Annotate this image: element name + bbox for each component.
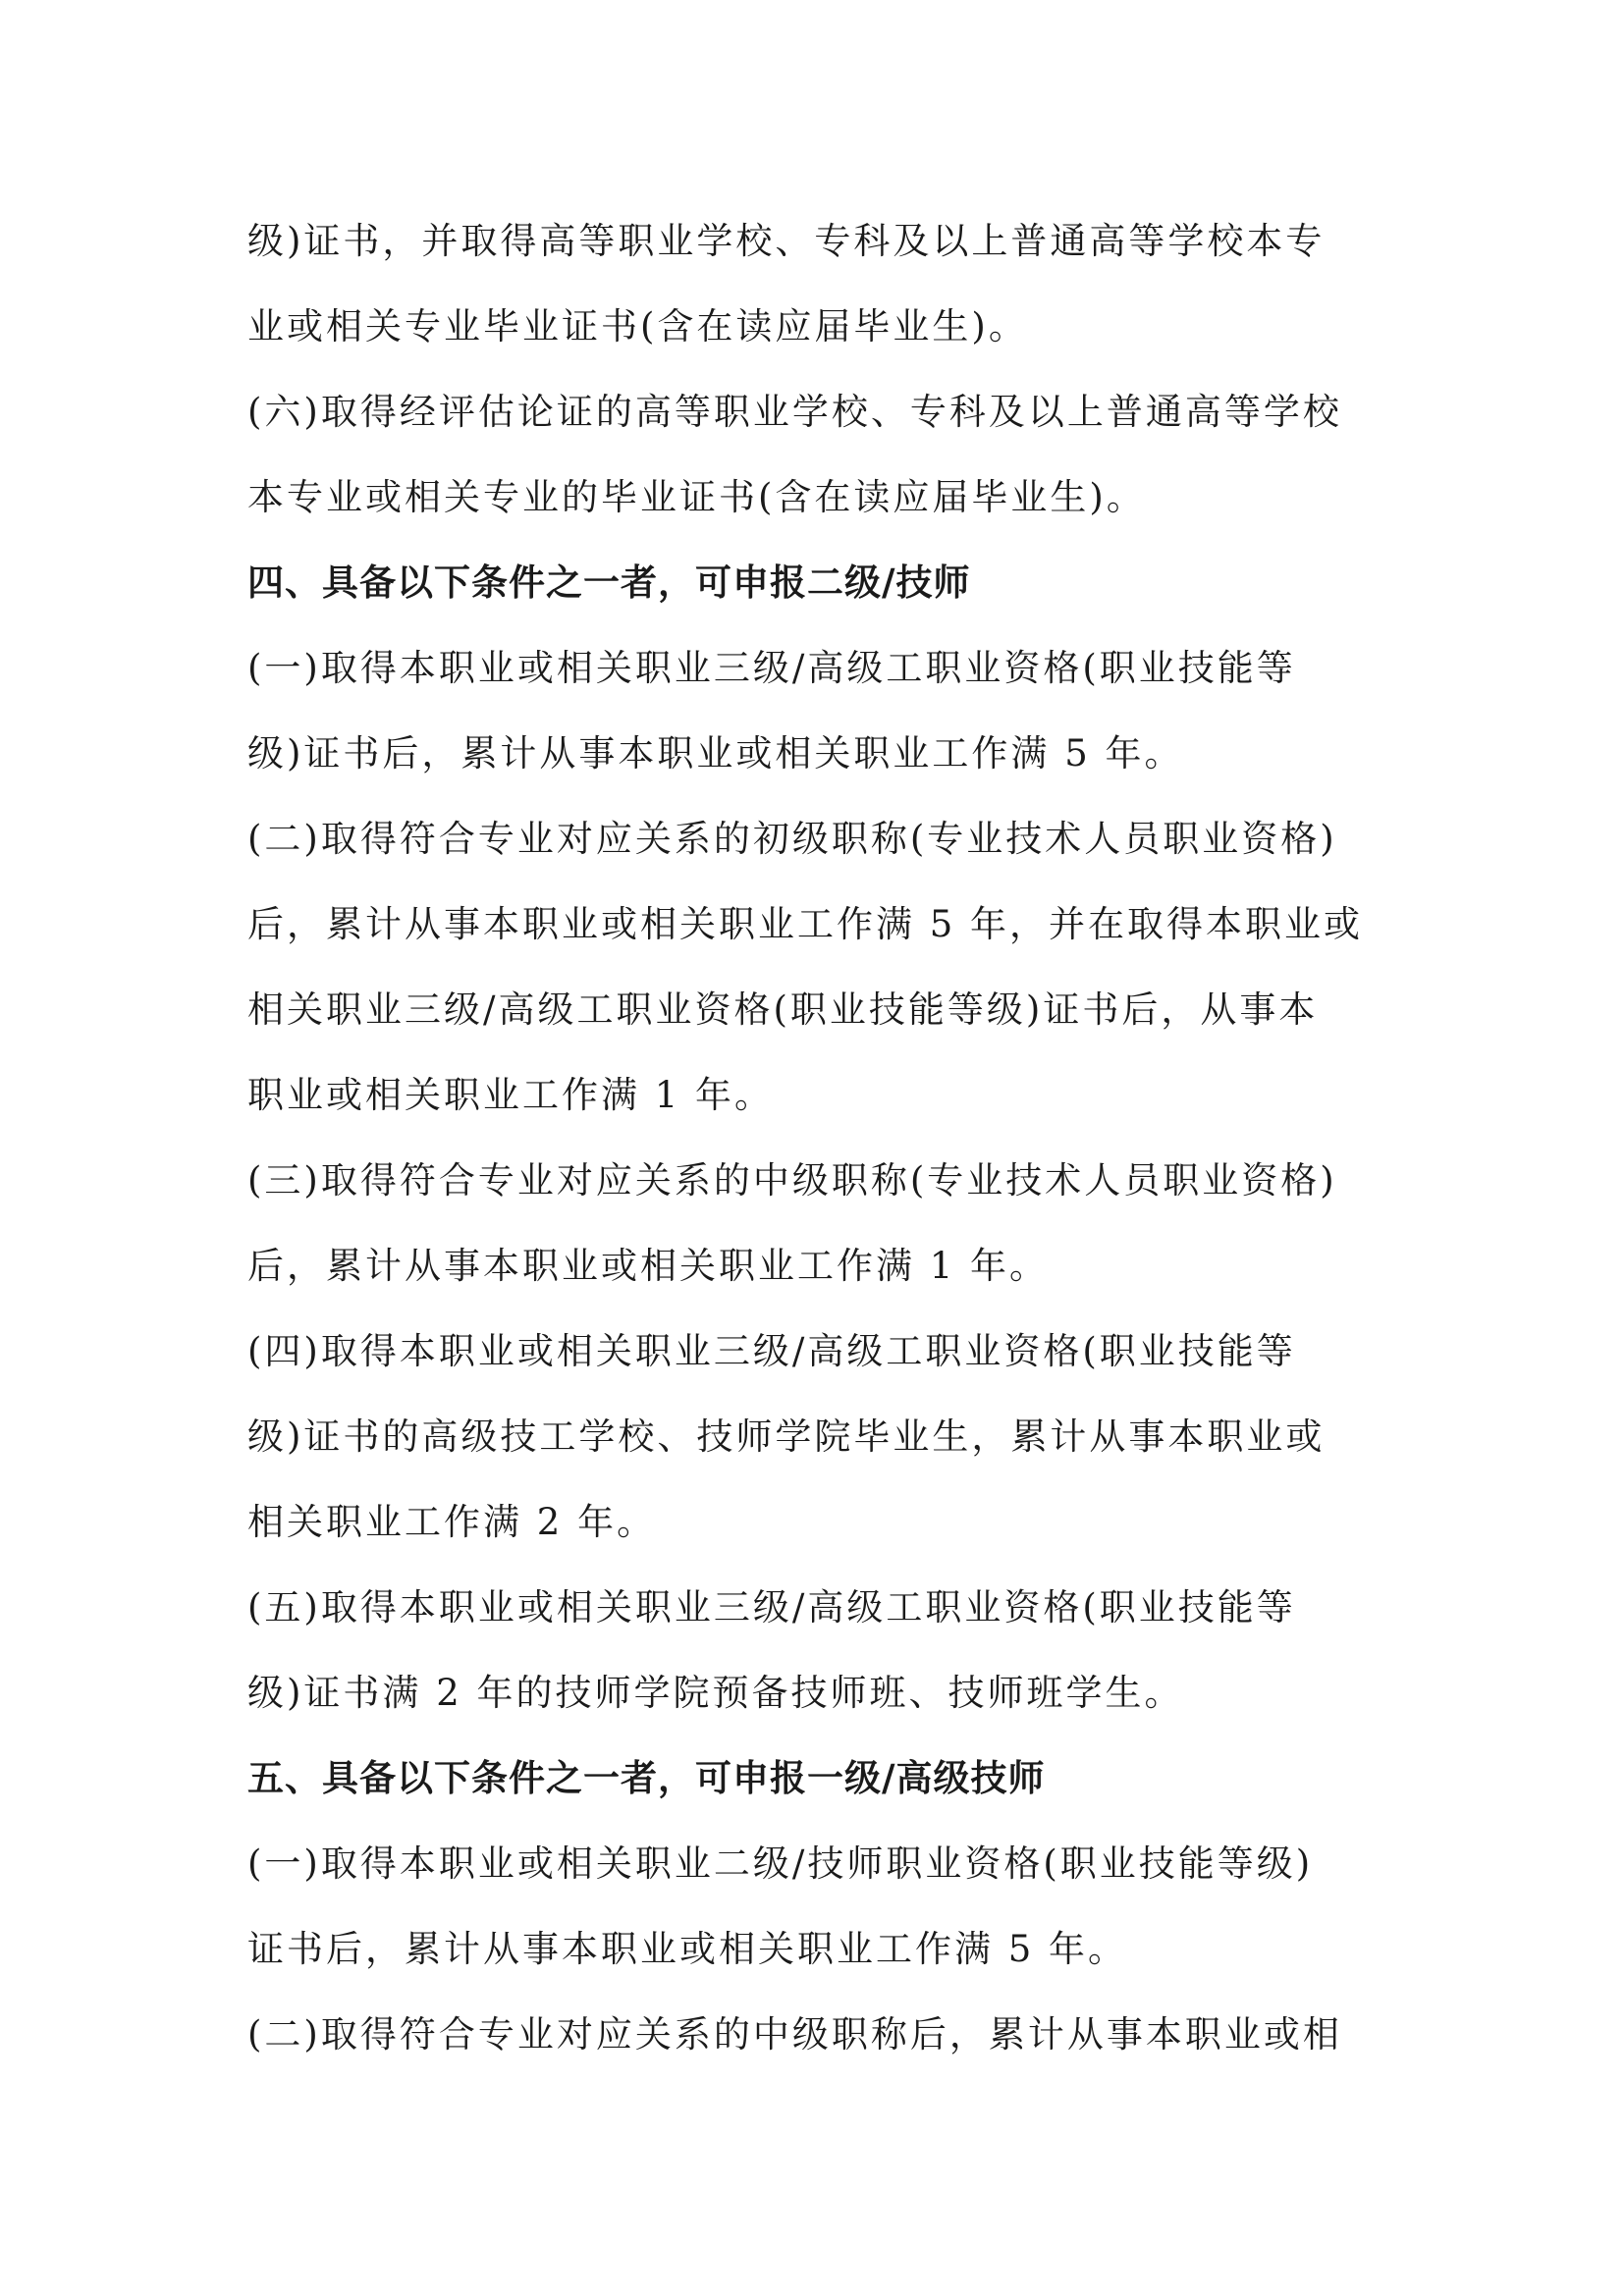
- body-text-line: (一)取得本职业或相关职业三级/高级工职业资格(职业技能等: [247, 647, 1296, 689]
- body-text-line: (二)取得符合专业对应关系的中级职称后，累计从事本职业或相: [247, 2013, 1342, 2056]
- section-heading: 四、具备以下条件之一者，可申报二级/技师: [247, 561, 971, 604]
- body-text-line: (三)取得符合专业对应关系的中级职称(专业技术人员职业资格): [247, 1159, 1337, 1201]
- body-text-line: 后，累计从事本职业或相关职业工作满 5 年，并在取得本职业或: [247, 903, 1364, 945]
- body-text-line: 职业或相关职业工作满 1 年。: [247, 1074, 775, 1116]
- body-text-line: (五)取得本职业或相关职业三级/高级工职业资格(职业技能等: [247, 1586, 1296, 1629]
- body-text-line: (一)取得本职业或相关职业二级/技师职业资格(职业技能等级): [247, 1842, 1314, 1885]
- body-text-line: 相关职业三级/高级工职业资格(职业技能等级)证书后，从事本: [247, 988, 1319, 1031]
- body-text-line: (四)取得本职业或相关职业三级/高级工职业资格(职业技能等: [247, 1330, 1296, 1372]
- body-text-line: 级)证书，并取得高等职业学校、专科及以上普通高等学校本专: [247, 220, 1326, 262]
- body-text-line: 本专业或相关专业的毕业证书(含在读应届毕业生)。: [247, 476, 1146, 518]
- body-text-line: 级)证书满 2 年的技师学院预备技师班、技师班学生。: [247, 1672, 1184, 1714]
- body-text-line: 后，累计从事本职业或相关职业工作满 1 年。: [247, 1245, 1050, 1287]
- section-heading: 五、具备以下条件之一者，可申报一级/高级技师: [247, 1757, 1046, 1799]
- body-text-line: (六)取得经评估论证的高等职业学校、专科及以上普通高等学校: [247, 391, 1342, 433]
- body-text-line: 级)证书后，累计从事本职业或相关职业工作满 5 年。: [247, 732, 1184, 774]
- body-text-line: 证书后，累计从事本职业或相关职业工作满 5 年。: [247, 1928, 1128, 1970]
- body-text-line: 相关职业工作满 2 年。: [247, 1501, 657, 1543]
- body-text-line: 业或相关专业毕业证书(含在读应届毕业生)。: [247, 305, 1028, 347]
- body-text-line: 级)证书的高级技工学校、技师学院毕业生，累计从事本职业或: [247, 1415, 1326, 1458]
- body-text-line: (二)取得符合专业对应关系的初级职称(专业技术人员职业资格): [247, 818, 1337, 860]
